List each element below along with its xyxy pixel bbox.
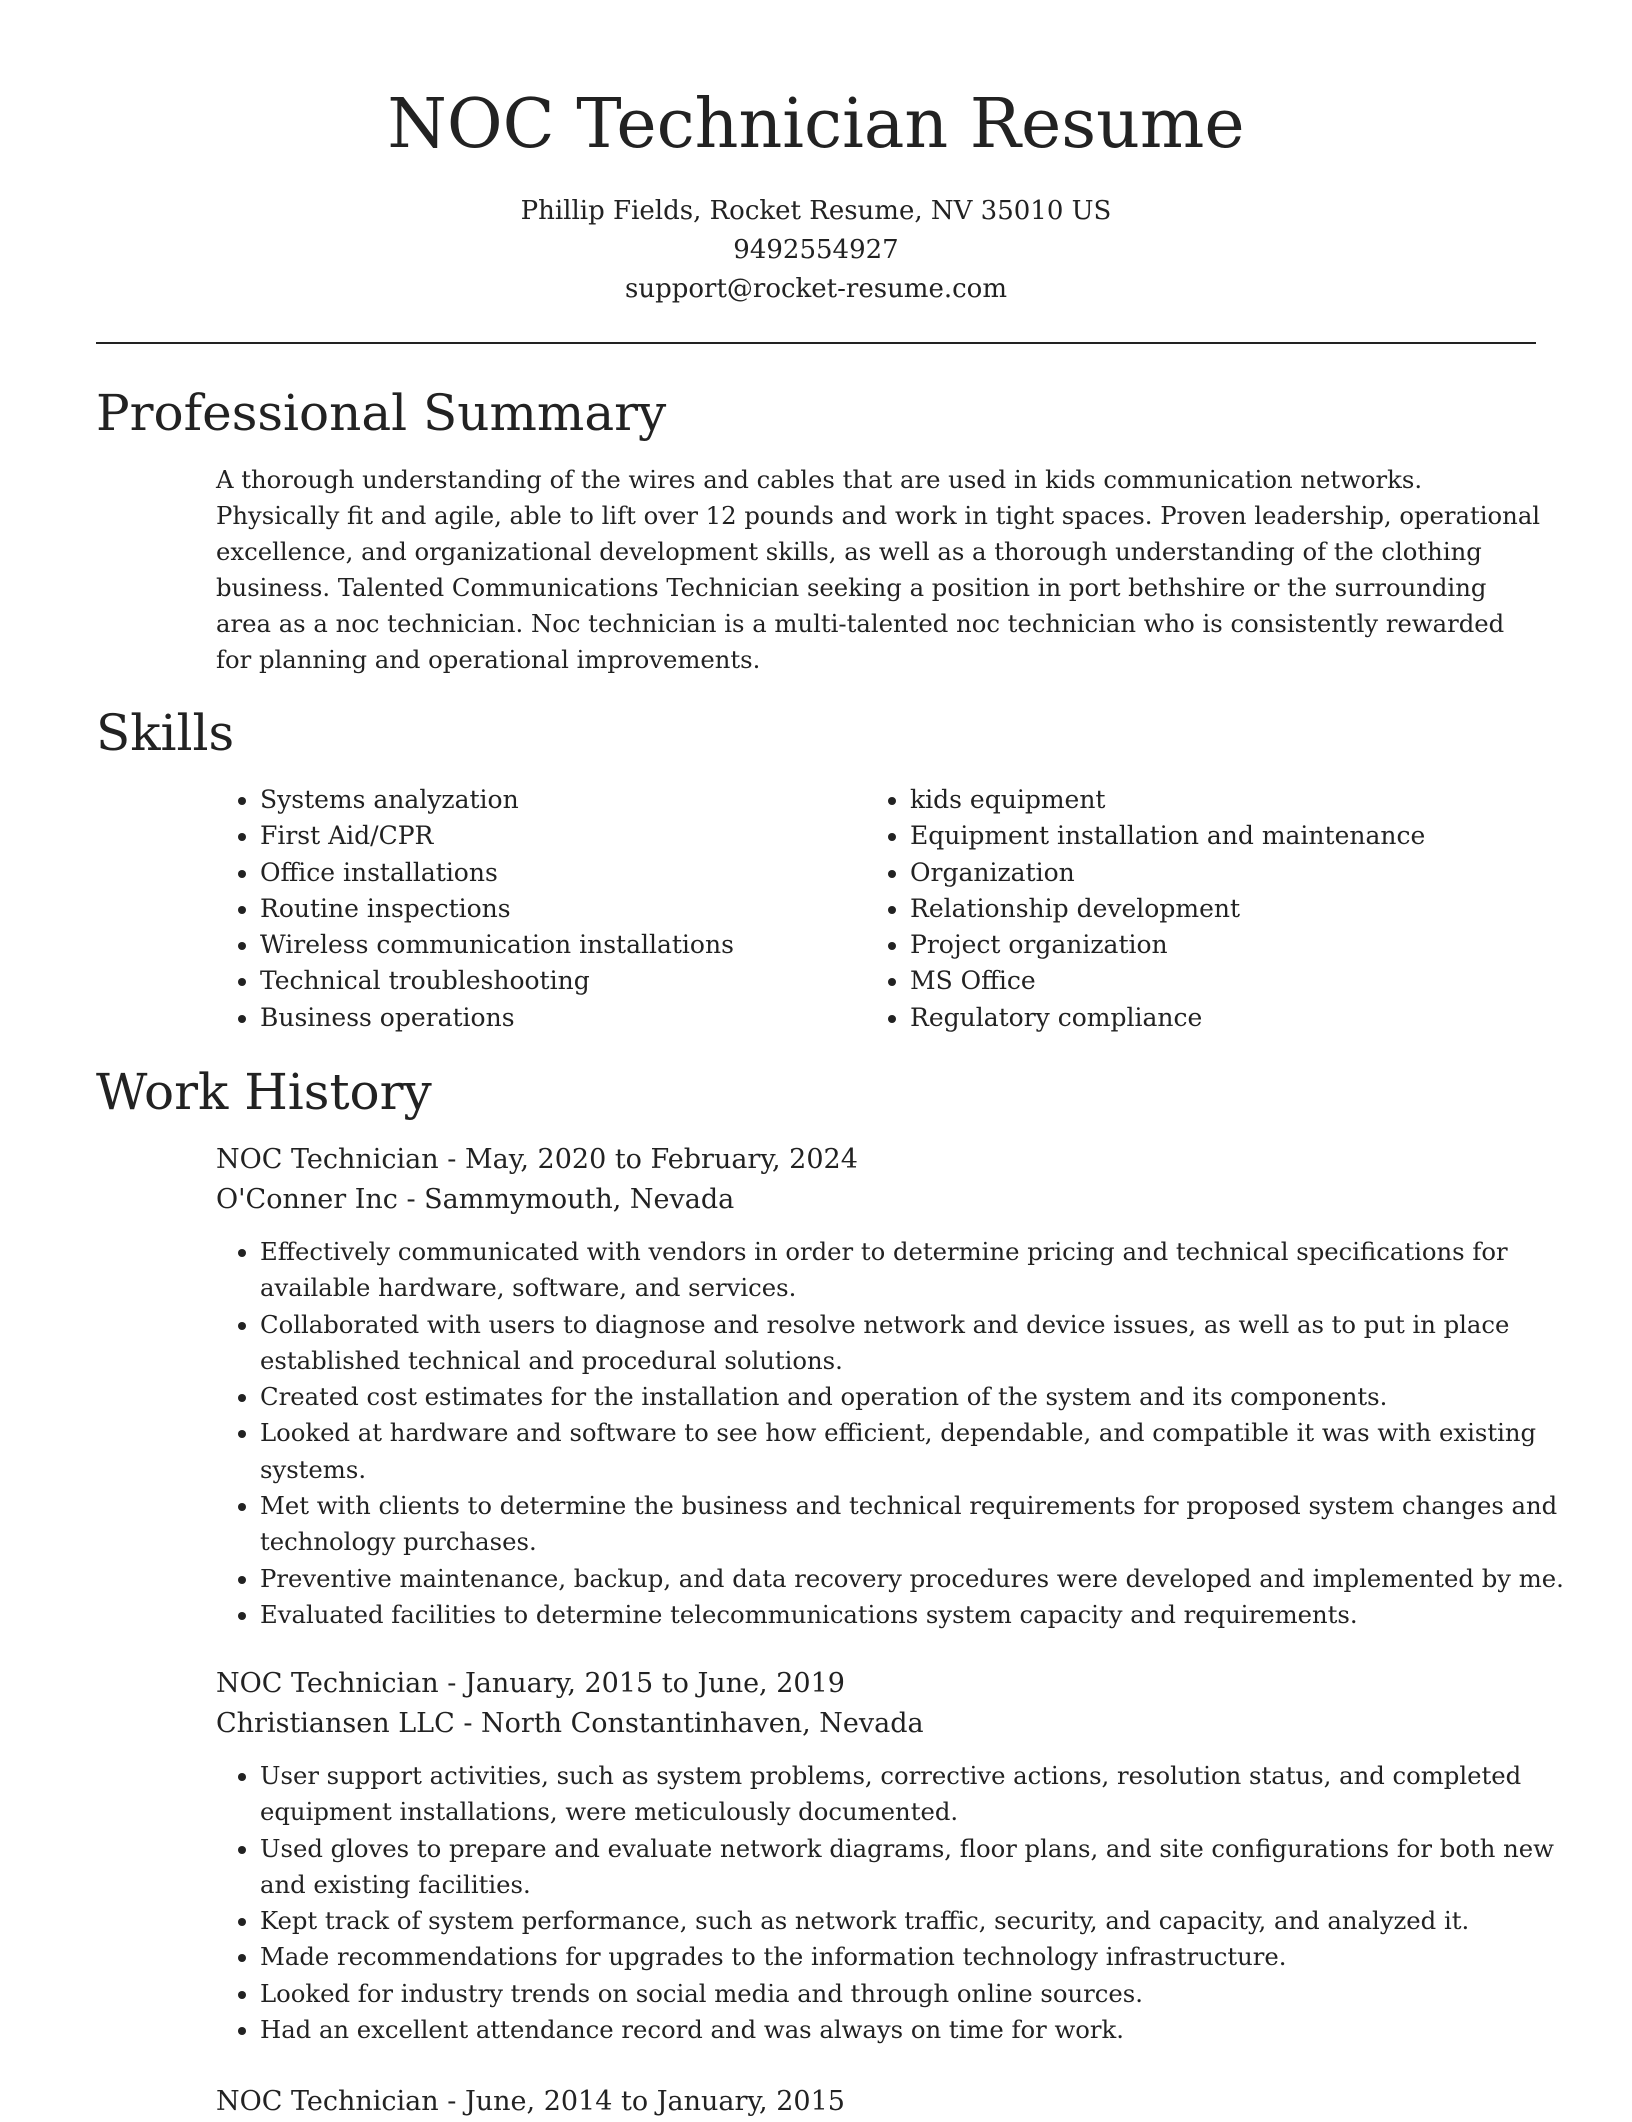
job-title-dates: NOC Technician - June, 2014 to January, 2015 <box>216 2086 845 2117</box>
job-bullet: • Looked at hardware and software to see how efficient, dependable, and compatible it was with existing systems. <box>260 1415 1570 1488</box>
skill-item: • Routine inspections <box>260 891 734 927</box>
skill-item: • Project organization <box>910 927 1425 963</box>
skill-item: • Organization <box>910 855 1425 891</box>
job-bullet: • Kept track of system performance, such as network traffic, security, and capacity, and analyzed it. <box>260 1903 1570 1939</box>
job-bullet: • Created cost estimates for the installation and operation of the system and its components. <box>260 1379 1570 1415</box>
job-bullet: • Collaborated with users to diagnose and resolve network and device issues, as well as to put in place established technical and procedural solutions. <box>260 1307 1570 1380</box>
job-bullet: • Made recommendations for upgrades to the information technology infrastructure. <box>260 1939 1570 1975</box>
skill-item: • kids equipment <box>910 782 1425 818</box>
skill-item: • First Aid/CPR <box>260 818 734 854</box>
summary-heading: Professional Summary <box>96 384 667 442</box>
contact-address: Phillip Fields, Rocket Resume, NV 35010 US <box>520 196 1112 226</box>
job-bullet: • Looked for industry trends on social media and through online sources. <box>260 1976 1570 2012</box>
header-divider <box>96 342 1536 344</box>
contact-email: support@rocket-resume.com <box>624 274 1007 304</box>
job-bullets <box>216 1758 1570 2048</box>
skill-item: • Wireless communication installations <box>260 927 734 963</box>
summary-text: A thorough understanding of the wires and cables that are used in kids communication networks. Physically fit and agile, able to lift over 12 pounds and work in tight spaces. Proven leadership, operational excellence, and organizational development skills, as well as a thorough understanding of the clothing business. Talented Communications Technician seeking a position in port bethshire or the surrounding area as a noc technician. Noc technician is a multi-talented noc technician who is consistently rewarded for planning and operational improvements. <box>216 465 1541 674</box>
skill-item: • Systems analyzation <box>260 782 734 818</box>
work-history-heading: Work History <box>96 1063 432 1121</box>
skill-item: • Technical troubleshooting <box>260 963 734 999</box>
skill-item: • Regulatory compliance <box>910 1000 1425 1036</box>
job-bullet: • Had an excellent attendance record and was always on time for work. <box>260 2012 1570 2048</box>
skill-item: • Relationship development <box>910 891 1425 927</box>
job-bullet: • Met with clients to determine the business and technical requirements for proposed system changes and technology purchases. <box>260 1488 1570 1561</box>
job-bullet: • Evaluated facilities to determine telecommunications system capacity and requirements. <box>260 1597 1570 1633</box>
job-company-location: Christiansen LLC - North Constantinhaven, Nevada <box>216 1708 924 1739</box>
contact-block <box>0 192 1632 309</box>
skills-column-2 <box>866 782 1425 1036</box>
skill-item: • Business operations <box>260 1000 734 1036</box>
job-bullet: • Used gloves to prepare and evaluate network diagrams, floor plans, and site configurations for both new and existing facilities. <box>260 1831 1570 1904</box>
skills-column-1 <box>216 782 734 1036</box>
skill-item: • Office installations <box>260 855 734 891</box>
contact-phone: 9492554927 <box>733 235 899 265</box>
job-title-dates: NOC Technician - May, 2020 to February, 2024 <box>216 1144 858 1175</box>
job-bullet: • Effectively communicated with vendors in order to determine pricing and technical specifications for available hardware, software, and services. <box>260 1234 1570 1307</box>
job-bullets <box>216 1234 1570 1633</box>
resume-title: NOC Technician Resume <box>387 85 1245 164</box>
job-bullet: • Preventive maintenance, backup, and data recovery procedures were developed and implemented by me. <box>260 1561 1570 1597</box>
skill-item: • MS Office <box>910 963 1425 999</box>
skills-heading: Skills <box>96 704 235 762</box>
job-title-dates: NOC Technician - January, 2015 to June, 2019 <box>216 1668 845 1699</box>
job-bullet: • User support activities, such as system problems, corrective actions, resolution status, and completed equipment installations, were meticulously documented. <box>260 1758 1570 1831</box>
skill-item: • Equipment installation and maintenance <box>910 818 1425 854</box>
job-company-location: O'Conner Inc - Sammymouth, Nevada <box>216 1184 735 1215</box>
